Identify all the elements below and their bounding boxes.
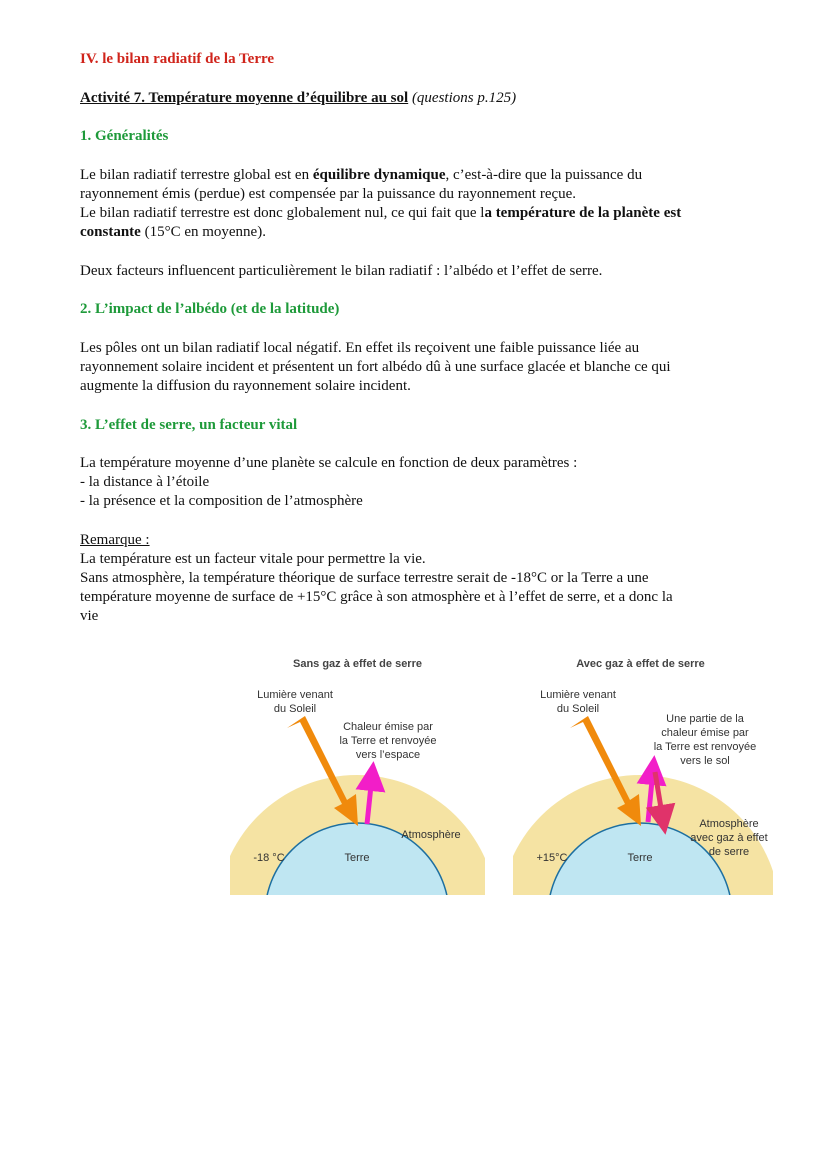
s1-p2-bold-2: constante	[80, 224, 141, 240]
activity-ref: (questions p.125)	[411, 90, 517, 106]
s1-p3: Deux facteurs influencent particulièrement le bilan radiatif : l’albédo et l’effet de serre.	[80, 263, 603, 279]
s3-line1: La température moyenne d’une planète se calcule en fonction de deux paramètres :	[80, 455, 578, 471]
sun-label-1: Lumière venant	[540, 689, 616, 701]
s1-p1-text-end: , c’est-à-dire que la puissance du	[445, 167, 643, 183]
s1-p1-bold: équilibre dynamique	[312, 167, 446, 183]
s1-p2-text: Le bilan radiatif terrestre est donc globalement nul, ce qui fait que l	[80, 205, 485, 221]
remark-line2: Sans atmosphère, la température théorique de surface terrestre serait de -18°C or la Terre a une	[80, 570, 649, 586]
figure-left-title: Sans gaz à effet de serre	[292, 658, 422, 670]
activity-title: Activité 7. Température moyenne d’équilibre au sol	[80, 90, 409, 106]
s1-p2-text-end: (15°C en moyenne).	[140, 224, 266, 240]
remark-line1: La température est un facteur vitale pour permettre la vie.	[80, 551, 426, 567]
heat-label-1: Chaleur émise par	[343, 721, 433, 733]
atmosphere-label-2: avec gaz à effet	[690, 832, 768, 844]
heat-label-3: la Terre est renvoyée	[653, 741, 757, 753]
s2-line1: Les pôles ont un bilan radiatif local négatif. En effet ils reçoivent une faible puissance liée au	[80, 340, 640, 356]
temperature-label: +15°C	[536, 852, 568, 864]
s2-heading: 2. L’impact de l’albédo (et de la latitude)	[80, 301, 340, 317]
figure-right-title: Avec gaz à effet de serre	[576, 658, 705, 670]
s1-p1-text: Le bilan radiatif terrestre global est en	[80, 167, 313, 183]
sun-label-2: du Soleil	[273, 703, 317, 715]
remark-label: Remarque :	[80, 532, 150, 548]
remark-line4: vie	[80, 608, 99, 624]
remark-line3: température moyenne de surface de +15°C grâce à son atmosphère et à l’effet de serre, et a donc la	[80, 589, 673, 605]
heat-label-1: Une partie de la	[666, 713, 744, 725]
s1-p2-line2	[80, 223, 266, 242]
atmosphere-label: Atmosphère	[401, 829, 461, 841]
s3-line3: - la présence et la composition de l’atmosphère	[80, 493, 363, 509]
s1-p2-bold: a température de la planète est	[484, 205, 682, 221]
temperature-label: -18 °C	[253, 852, 285, 864]
s1-p1-line1	[80, 166, 642, 185]
s1-p2-line1	[80, 204, 681, 223]
heat-label-4: vers le sol	[680, 755, 730, 767]
s2-line2: rayonnement solaire incident et présentent un fort albédo dû à une surface glacée et blanche ce qui	[80, 359, 671, 375]
atmosphere-label-3: de serre	[708, 846, 750, 858]
s3-heading: 3. L’effet de serre, un facteur vital	[80, 417, 298, 433]
heat-label-2: chaleur émise par	[661, 727, 749, 739]
earth-label: Terre	[344, 852, 370, 864]
section-title: IV. le bilan radiatif de la Terre	[80, 51, 275, 67]
activity-heading	[80, 89, 516, 108]
figure-with-greenhouse	[513, 650, 773, 900]
sun-label-1: Lumière venant	[257, 689, 333, 701]
s3-line2: - la distance à l’étoile	[80, 474, 210, 490]
figure-without-greenhouse	[230, 650, 485, 900]
earth-label: Terre	[627, 852, 653, 864]
sun-label-2: du Soleil	[556, 703, 600, 715]
heat-label-3: vers l’espace	[355, 749, 421, 761]
s1-p1-line2: rayonnement émis (perdue) est compensée par la puissance du rayonnement reçue.	[80, 186, 577, 202]
s1-heading: 1. Généralités	[80, 128, 169, 144]
atmosphere-label-1: Atmosphère	[699, 818, 759, 830]
heat-label-2: la Terre et renvoyée	[339, 735, 437, 747]
s2-line3: augmente la diffusion du rayonnement solaire incident.	[80, 378, 411, 394]
